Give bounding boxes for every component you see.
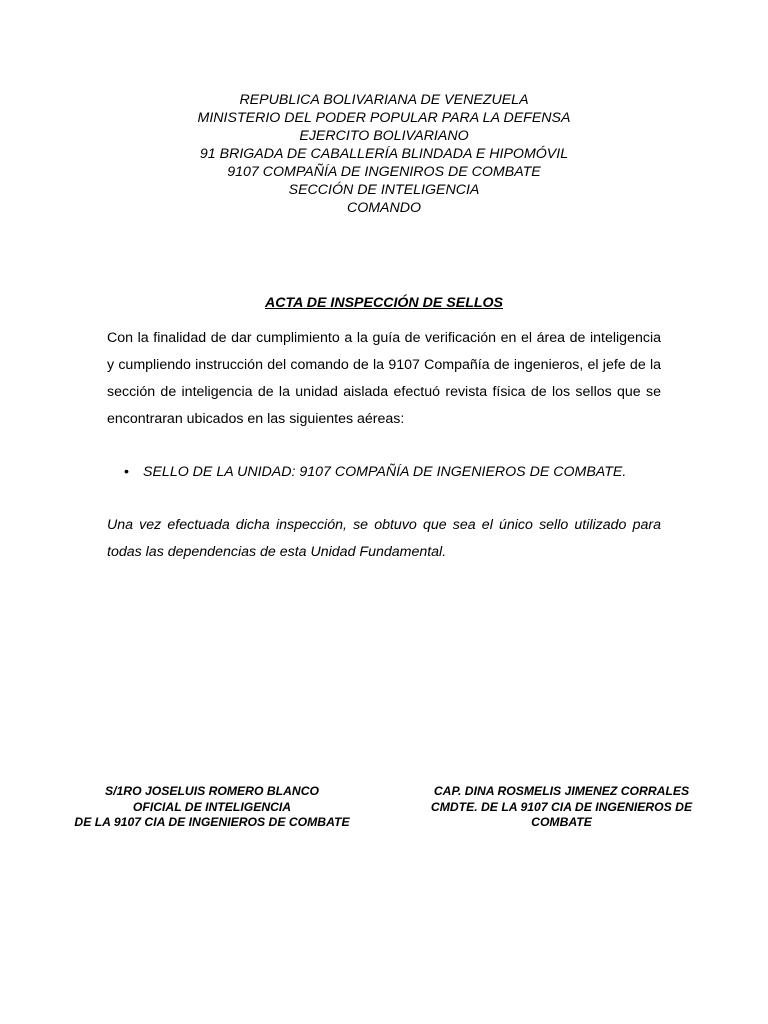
signer-role: CMDTE. DE LA 9107 CIA DE INGENIEROS DE — [430, 799, 693, 814]
letterhead-line-ministry: MINISTERIO DEL PODER POPULAR PARA LA DEFENSA — [197, 110, 571, 126]
letterhead-line-command: COMANDO — [346, 200, 422, 216]
letterhead-line-republic: REPUBLICA BOLIVARIANA DE VENEZUELA — [239, 92, 529, 108]
signer-name: S/1RO JOSELUIS ROMERO BLANCO — [105, 784, 319, 798]
list-item — [122, 459, 682, 486]
bullet-icon: • — [124, 464, 129, 480]
letterhead-line-company: 9107 COMPAÑÍA DE INGENIROS DE COMBATE — [227, 164, 541, 180]
signer-role: OFICIAL DE INTELIGENCIA — [132, 799, 292, 814]
letterhead — [0, 91, 768, 217]
seal-list — [122, 459, 682, 486]
signer-name: CAP. DINA ROSMELIS JIMENEZ CORRALES — [433, 784, 690, 798]
signer-unit: DE LA 9107 CIA DE INGENIEROS DE COMBATE — [74, 815, 350, 829]
signature-block-left — [60, 784, 364, 831]
signer-unit: COMBATE — [531, 815, 592, 829]
letterhead-line-brigade: 91 BRIGADA DE CABALLERÍA BLINDADA E HIPOMÓVIL — [199, 146, 569, 162]
letterhead-line-army: EJERCITO BOLIVARIANO — [299, 128, 469, 144]
document-title: ACTA DE INSPECCIÓN DE SELLOS — [264, 295, 504, 311]
list-item-text: SELLO DE LA UNIDAD: 9107 COMPAÑÍA DE INGENIEROS DE COMBATE. — [143, 464, 627, 480]
body-paragraph-conclusion: Una vez efectuada dicha inspección, se obtuvo que sea el único sello utilizado para todas las dependencias de esta Unidad Fundamental. — [107, 517, 661, 560]
signature-block-right — [418, 784, 705, 831]
letterhead-line-section: SECCIÓN DE INTELIGENCIA — [288, 182, 480, 198]
body-paragraph-intro: Con la finalidad de dar cumplimiento a la guía de verificación en el área de inteligencia y cumpliendo instrucción del comando de la 9107 Compañía de ingenieros, el jefe de la sección de inteligencia de la unidad aislada efectuó revista física de los sellos que se encontraran ubicados en las siguientes aéreas: — [107, 330, 661, 427]
